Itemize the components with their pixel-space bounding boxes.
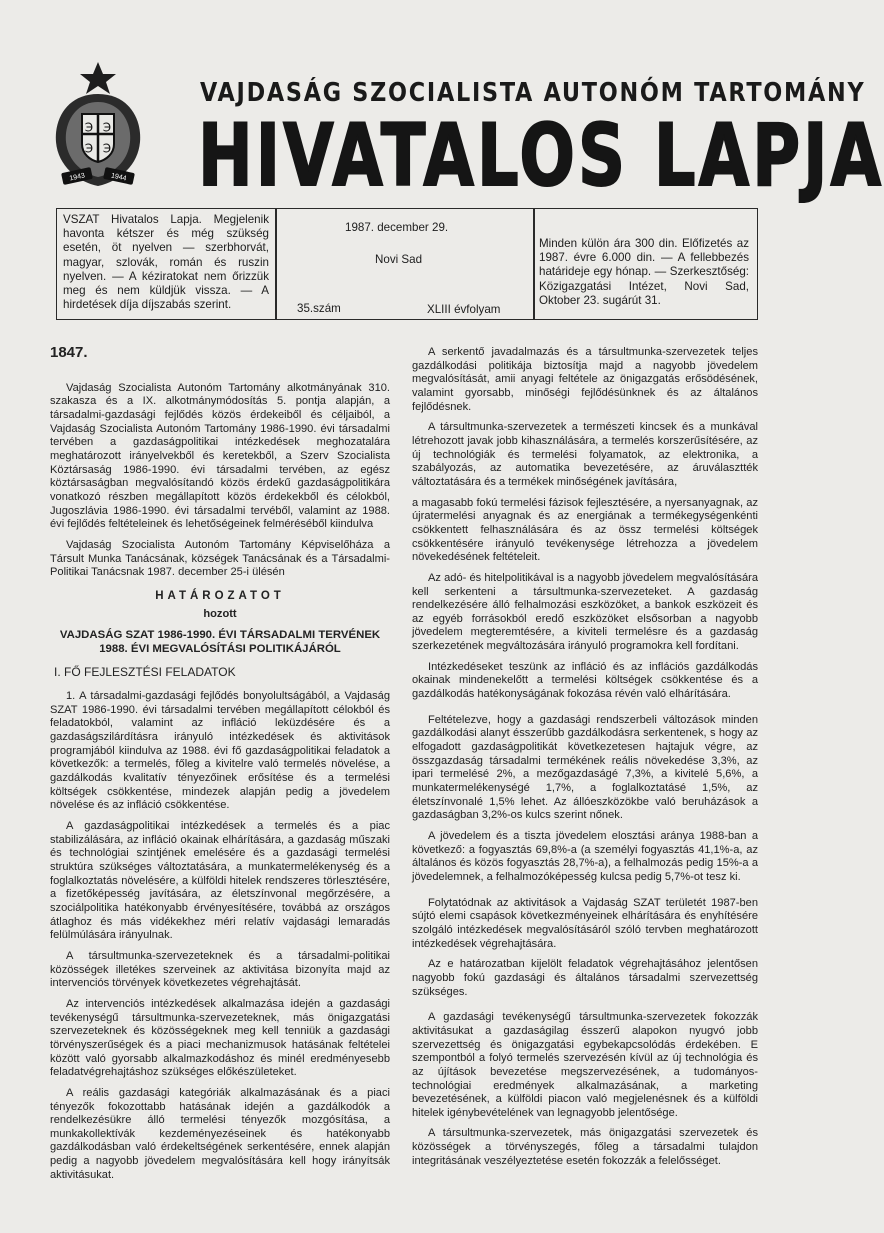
body-paragraph: A reális gazdasági kategóriák alkalmazásának és a piaci tényezők fokozottabb hatásának idején a gazdálkodók a rendelkezésükre álló termelési tényezők mozgósítása, a munkakollektívák kezdeményezéseinek és hatékonyabb gazdálkodásban való érdekeltségének serkentésére, ennek alapján pedig a nagyobb jövedelem megvalósítására kell hogy irányítsák aktivitásukat. (50, 1086, 390, 1181)
body-paragraph: A gazdaságpolitikai intézkedések a termelés és a piac stabilizálására, az infláció okainak elhárítására, a gazdaság műszaki és technológiai szintjének emelésére és a gazdasági termelési struktúra szükséges változtatására, a munkatermelékenység és a foglalkoztatás növelésére, a külföldi hitelek rendszeres törlesztésére, a fizetőképesség javítására, az életszínvonal megőrzésére, a szociálpolitika hatékonyabb érvényesítésére, továbbá az országos átlaghoz és más vidékekhez méri relatív vajdasági lemaradás felülmúlására irányulnak. (50, 820, 390, 942)
masthead-info-box (56, 208, 758, 320)
svg-text:℈: ℈ (102, 140, 112, 154)
body-paragraph: a magasabb fokú termelési fázisok fejlesztésére, a nyersanyagnak, az újratermelési anyagnak és az energiának a termékegységenkénti csökkentett felhasználására és az össz termelési költségek csökkentésére irányuló tevékenysége létrehozza a jövedelem növekedésének feltételeit. (412, 496, 758, 564)
coat-of-arms-icon (48, 58, 148, 198)
body-paragraph: Az e határozatban kijelölt feladatok végrehajtásához jelentősen nagyobb fokú gazdasági és általános társadalmi szervezettség szükséges. (412, 958, 758, 998)
decision-title-line1: VAJDASÁG SZAT 1986-1990. ÉVI TÁRSADALMI TERVÉNEK (59, 629, 381, 642)
body-paragraph: A társultmunka-szervezetek, más önigazgatási szervezetek és közösségek a törvényszegés, főleg a társadalmi tulajdon integritásának veszélyeztetése esetén fokozzák a felelősséget. (412, 1127, 758, 1167)
body-paragraph: A társultmunka-szervezeteknek és a társadalmi-politikai közösségek illetékes szerveinek az aktivitása bizonyíta majd az intervenciós törvények következetes végrehajtását. (50, 949, 390, 990)
svg-text:℈: ℈ (102, 119, 112, 133)
publication-title: HIVATALOS LAPJA (198, 106, 884, 206)
body-paragraph: Feltételezve, hogy a gazdasági rendszerbeli változások minden gazdálkodási alanyt ésszerűbb gazdálkodásra serkentenek, s hogy az elfogadott gazdaságpolitikát következetesen hajtajuk végre, az összgazdaság társadalmi termékének reális növekedése 3,3%, az ipari termelésé 2%, a mezőgazdaságé 7,3%, a kivitelé 5,6%, a munkatermelékenységé 1,7%, a foglalkoztatásé 1,5%, az életszínvonalé 1,5% lehet. Az állóeszközökbe való beruházások a gazdaságban 3,2%-os kulcs szerint nőnek. (412, 713, 758, 822)
decision-brought: hozott (203, 607, 237, 620)
emblem-year-right: 1944 (110, 172, 128, 183)
body-paragraph: Folytatódnak az aktivitások a Vajdaság SZAT területét 1987-ben sújtó elemi csapások következményeinek elhárítására és enyhítésére szolgáló intézkedések megvalósításáról szóló tervben meghatározott intézkedések végrehajtására. (412, 896, 758, 950)
publication-pretitle: VAJDASÁG SZOCIALISTA AUTONÓM TARTOMÁNY (200, 78, 866, 108)
body-paragraph: Az intervenciós intézkedések alkalmazása idején a gazdasági tevékenységű társultmunka-szervezeteknek, más önigazgatási szervezeteknek és közösségeknek meg kell tenniük a gazdasági törvényszerűségek és a piaci mechanizmusok hatásának feltételei között való gyorsabb alkalmazkodáshoz és minél eredményesebb feladatvégrehajtáshoz szükséges előkészületeket. (50, 997, 390, 1079)
body-paragraph: A serkentő javadalmazás és a társultmunka-szervezetek teljes gazdálkodási politikája biztosítja majd a nagyobb jövedelem megvalósítását, amii anyagi feltétele az önigazgatás erősödésének, valamint gyorsabb, minőségi fejlődésünknek és az általános fejlődésnek. (412, 346, 758, 413)
body-paragraph: A jövedelem és a tiszta jövedelem elosztási aránya 1988-ban a következő: a fogyasztás 69,8%-a (a személyi fogyasztás 41,1%-a, az általános és közös fogyasztás 28,7%-a), a felhalmozás pedig 15%-a a jövedelemnek, a felhalmozóképesség kulcsa pedig 5,7%-ot tesz ki. (412, 830, 758, 883)
subscription-notice: Minden külön ára 300 din. Előfizetés az 1987. évre 6.000 din. — A fellebbezés határideje egy hónap. — Szerkesztőség: Közigazgatási Intézet, Novi Sad, Oktober 23. sugárút 31. (539, 237, 749, 307)
body-paragraph: Intézkedéseket teszünk az infláció és az inflációs gazdálkodás okainak mindenekelőtt a termelési költségek csökkentése és a gazdálkodás hatékonyságának fokozása révén való elhárítására. (412, 660, 758, 701)
issue-number: 35.szám (297, 302, 341, 315)
body-paragraph: 1. A társadalmi-gazdasági fejlődés bonyolultságából, a Vajdaság SZAT 1986-1990. évi társadalmi tervében megállapított célokból és feladatokból, valamint az infláció leküzdésére és a gazdaságszilárdításra irányuló intézkedések és aktivitások programjából kiindulva az 1988. évi fő gazdaságpolitikai feladatok a következők: a termelés, főleg a kivitelre való termelés növelése, a gazdálkodás kvalitatív tényezőinek erősítése és a termelési költségek csökkentése, mindezek alapján pedig a jövedelem növelése és az infláció csökkentése. (50, 690, 390, 812)
decision-heading: HATÁROZATOT (155, 589, 285, 602)
body-paragraph: A társultmunka-szervezetek a természeti kincsek és a munkával létrehozott javak jobb kihasználására, a termelés korszerűsítésére, az új technológiák és termelési folyamatok, az elektronika, a szabályozás, az automatika bevezetésére, az áruválasztték változtatására és a termékek minőségének javítására, (412, 421, 758, 488)
emblem-year-left: 1943 (68, 172, 86, 183)
section-heading: I. FŐ FEJLESZTÉSI FELADATOK (54, 665, 236, 680)
act-number: 1847. (50, 344, 88, 361)
preamble-paragraph: Vajdaság Szocialista Autonóm Tartomány alkotmányának 310. szakasza és a IX. alkotmánymódosítás 5. pontja alapján, a társadalmi-gazdasági fejlődés közös érdekeiből és céljaiból, a Vajdaság Szocialista Autonóm Tartomány 1986-1990. évi társadalmi tervében a gazdaságpolitikai intézkedések meghozatalára meghatározott irányelvekből és keretekből, a Szerv Szocialista Köztársaság 1986-1990. évi társadalmi tervében, az egész köztársaságban megvalósítandó közös érdekű gazdaságpolitikára vonatkozó részben megállapított közös érdekekből és célokból, Jugoszlávia 1986-1990. évi társadalmi tervéből, valamint az 1988. évi fejlődés feltételeinek és lehetőségeinek felméréséből kiindulva (50, 381, 390, 531)
right-column (412, 346, 758, 1175)
decision-title-line2: 1988. ÉVI MEGVALÓSÍTÁSI POLITIKÁJÁRÓL (99, 642, 341, 655)
publication-notice: VSZAT Hivatalos Lapja. Megjelenik havonta kétszer és még szükség esetén, öt nyelven — szerbhorvát, magyar, szlovák, román és ruszin nyelven. — A kéziratokat nem őrizzük meg és nem küldjük vissza. — A hirdetések díja díjszabás szerint. (63, 213, 269, 312)
svg-text:℈: ℈ (84, 140, 94, 154)
body-paragraph: Az adó- és hitelpolitikával is a nagyobb jövedelem megvalósítására kell serkenteni a társultmunka-szervezeteket. A gazdaság rendelkezésére álló felhalmozási eszközöket, a bankok eszközeit és az egyéb forrásokból eredő eszközöket elsősorban a nagyobb jövedelem megteremtésére, a kiviteli termelésre és a gazdaság szerkezetének megváltozására irányuló programokra kell fordítani. (412, 571, 758, 653)
issue-date: 1987. december 29. (345, 221, 449, 234)
svg-text:℈: ℈ (84, 119, 94, 133)
issue-place: Novi Sad (375, 253, 423, 266)
volume: XLIII évfolyam (427, 303, 501, 316)
body-paragraph: A gazdasági tevékenységű társultmunka-szervezetek fokozzák aktivitásukat a gazdaságilag ésszerű alapokon nyugvó jobb szervezettség és önigazgatási egybekapcsolódás érdekében. E szempontból a folyó termelés szervezésén kívül az új technológia és az újítások bevezetése megszervezésének, a tudományos-technológiai eredmények alkalmazásának, a marketing bevezetésének, a külföldi piacon való megjelenésnek és a külföldi hitelek igénybevételének van legnagyobb jelentősége. (412, 1011, 758, 1119)
preamble-paragraph: Vajdaság Szocialista Autonóm Tartomány Képviselőháza a Társult Munka Tanácsának, községek Tanácsának és a Társadalmi-Politikai Tanácsnak 1987. december 25-i ülésén (50, 538, 390, 579)
left-column (50, 330, 390, 1189)
